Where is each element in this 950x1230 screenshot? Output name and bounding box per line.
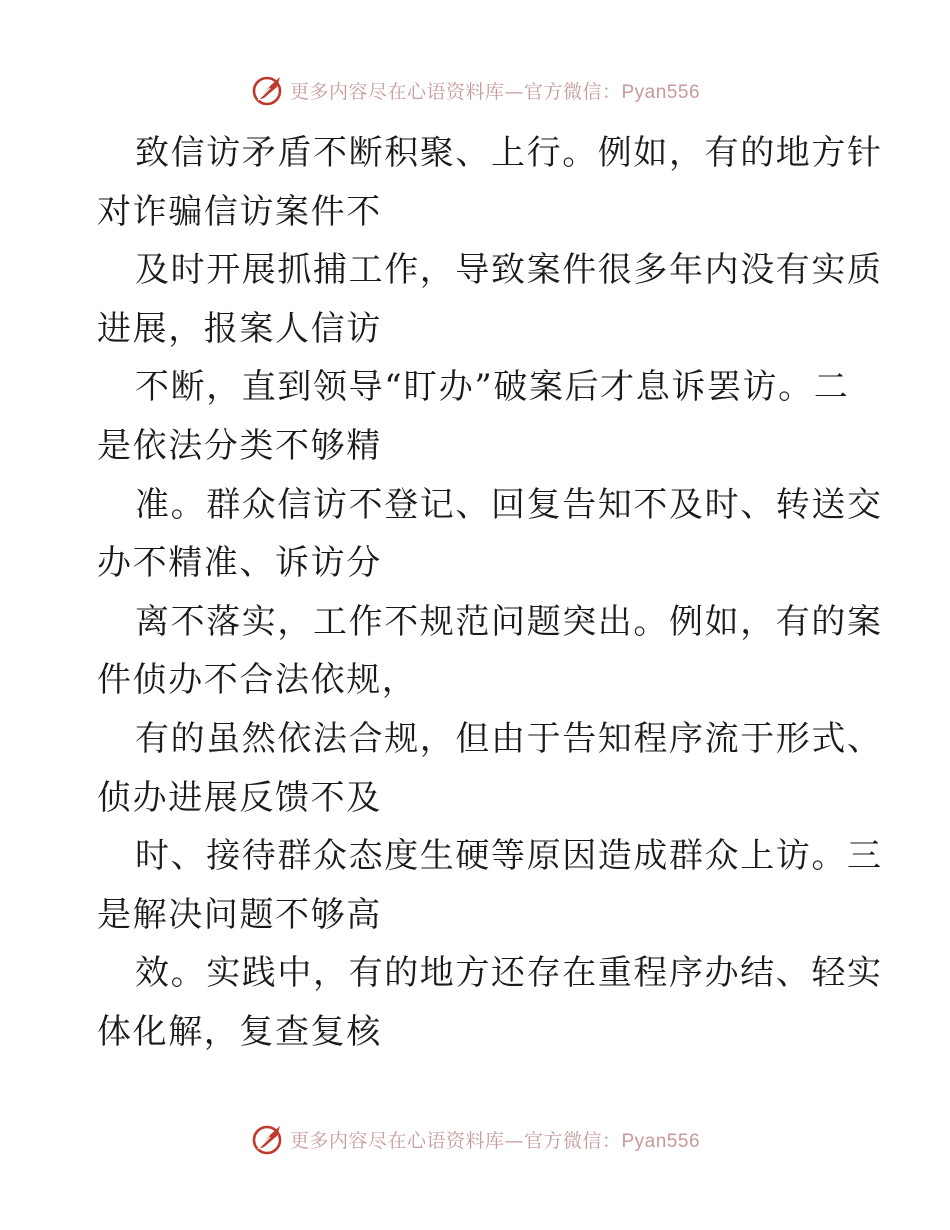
text-line: 件侦办不合法依规， <box>97 660 418 701</box>
header-banner-content <box>250 72 700 108</box>
text-line: 对诈骗信访案件不 <box>97 191 382 232</box>
text-line: 离不落实，工作不规范问题突出。例如，有的案 <box>135 601 883 642</box>
text-line: 是解决问题不够高 <box>97 894 382 935</box>
quill-pen-logo-icon <box>250 1121 286 1157</box>
text-line: 体化解，复查复核 <box>97 1011 382 1052</box>
text-line: 侦办进展反馈不及 <box>97 777 382 818</box>
text-line: 不断，直到领导“盯办”破案后才息诉罢访。二 <box>135 367 850 408</box>
footer-banner-content <box>250 1121 700 1157</box>
footer-wechat-id: Pyan556 <box>621 1130 701 1152</box>
text-line: 办不精准、诉访分 <box>97 543 382 584</box>
text-line: 致信访矛盾不断积聚、上行。例如，有的地方针 <box>135 133 883 173</box>
text-line: 有的虽然依法合规，但由于告知程序流于形式、 <box>135 718 883 759</box>
text-line: 是依法分类不够精 <box>97 425 382 466</box>
header-banner-text: 更多内容尽在心语资料库—官方微信：Pyan556 <box>289 80 701 103</box>
text-line: 时、接待群众态度生硬等原因造成群众上访。三 <box>135 836 883 877</box>
quill-pen-logo-icon <box>250 72 286 108</box>
text-line: 准。群众信访不登记、回复告知不及时、转送交 <box>135 484 883 525</box>
text-line: 进展，报案人信访 <box>97 308 382 349</box>
text-line: 及时开展抓捕工作，导致案件很多年内没有实质 <box>135 250 883 291</box>
footer-banner <box>0 1119 950 1159</box>
footer-banner-text: 更多内容尽在心语资料库—官方微信：Pyan556 <box>289 1129 701 1152</box>
body-text <box>97 124 883 1062</box>
text-line: 效。实践中，有的地方还存在重程序办结、轻实 <box>135 953 883 994</box>
header-banner <box>0 70 950 110</box>
header-wechat-id: Pyan556 <box>621 81 701 103</box>
